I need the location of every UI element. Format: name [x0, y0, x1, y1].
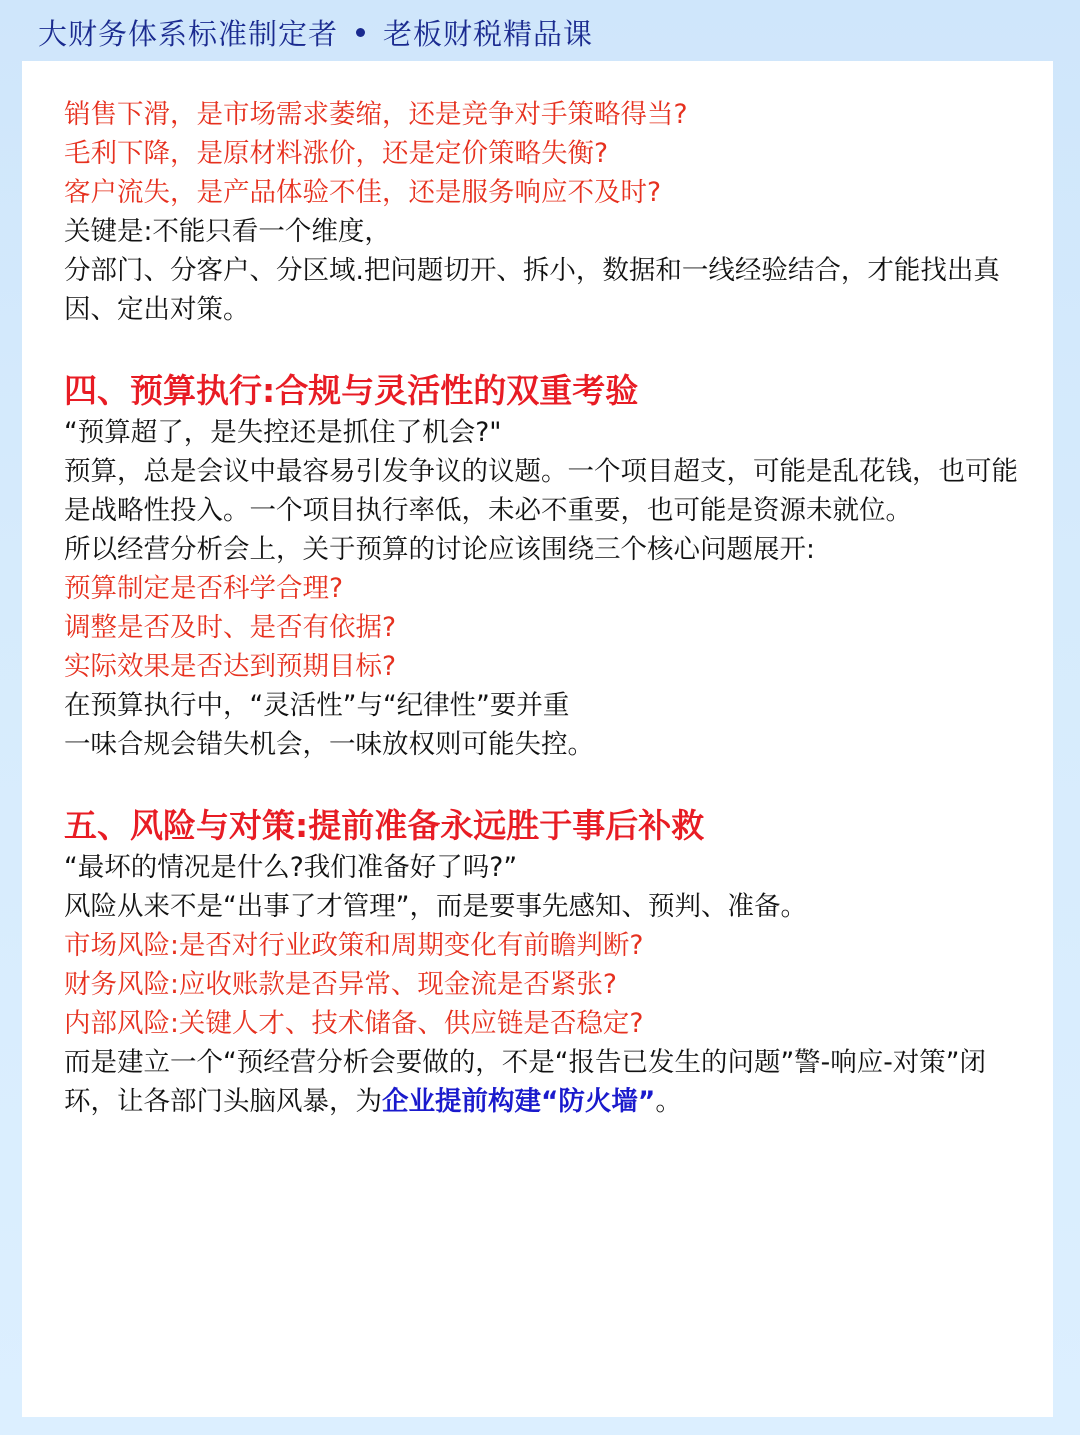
risk-item: 内部风险:关键人才、技术储备、供应链是否稳定?	[64, 1008, 644, 1039]
closing-text: 而是建立一个“预经营分析会要做的，不是“报告已发生的问题”警-响应-对策”闭环，让各部门头脑风暴，为	[64, 1047, 987, 1117]
closing-punct: 。	[655, 1086, 682, 1117]
header-right-text: 老板财税精品课	[383, 16, 594, 51]
paragraph: 分部门、分客户、分区域.把问题切开、拆小，数据和一线经验结合，才能找出真因、定出对策。	[64, 255, 1000, 325]
section-4	[64, 369, 1024, 764]
question-item: 预算制定是否科学合理?	[64, 573, 344, 604]
paragraph: 预算，总是会议中最容易引发争议的议题。一个项目超支，可能是乱花钱，也可能是战略性投入。一个项目执行率低，未必不重要，也可能是资源未就位。	[64, 456, 1018, 526]
bullet-dot-icon	[356, 28, 365, 37]
question-item: 客户流失，是产品体验不佳，还是服务响应不及时?	[64, 177, 662, 208]
content-card	[22, 61, 1053, 1417]
section-heading: 五、风险与对策:提前准备永远胜于事后补救	[64, 806, 705, 845]
paragraph: 一味合规会错失机会，一味放权则可能失控。	[64, 729, 594, 760]
article-body	[64, 95, 1024, 1121]
paragraph: 在预算执行中，“灵活性”与“纪律性”要并重	[64, 690, 570, 721]
question-item: 实际效果是否达到预期目标?	[64, 651, 397, 682]
risk-item: 财务风险:应收账款是否异常、现金流是否紧张?	[64, 969, 617, 1000]
paragraph: 风险从来不是“出事了才管理”，而是要事先感知、预判、准备。	[64, 891, 807, 922]
closing-paragraph	[64, 1043, 1024, 1121]
question-item: 毛利下降，是原材料涨价，还是定价策略失衡?	[64, 138, 609, 169]
paragraph: 所以经营分析会上，关于预算的讨论应该围绕三个核心问题展开:	[64, 534, 815, 565]
question-item: 调整是否及时、是否有依据?	[64, 612, 397, 643]
header-bar	[38, 12, 593, 52]
section-heading: 四、预算执行:合规与灵活性的双重考验	[64, 371, 639, 410]
risk-item: 市场风险:是否对行业政策和周期变化有前瞻判断?	[64, 930, 644, 961]
quote-line: “预算超了，是失控还是抓住了机会?"	[64, 417, 502, 448]
quote-line: “最坏的情况是什么?我们准备好了吗?”	[64, 852, 518, 883]
section-3-tail	[64, 95, 1024, 329]
paragraph: 关键是:不能只看一个维度，	[64, 216, 391, 247]
question-item: 销售下滑，是市场需求萎缩，还是竞争对手策略得当?	[64, 99, 688, 130]
header-left-text: 大财务体系标准制定者	[38, 16, 339, 51]
section-5	[64, 804, 1024, 1121]
highlight-text: 企业提前构建“防火墙”	[382, 1086, 656, 1117]
